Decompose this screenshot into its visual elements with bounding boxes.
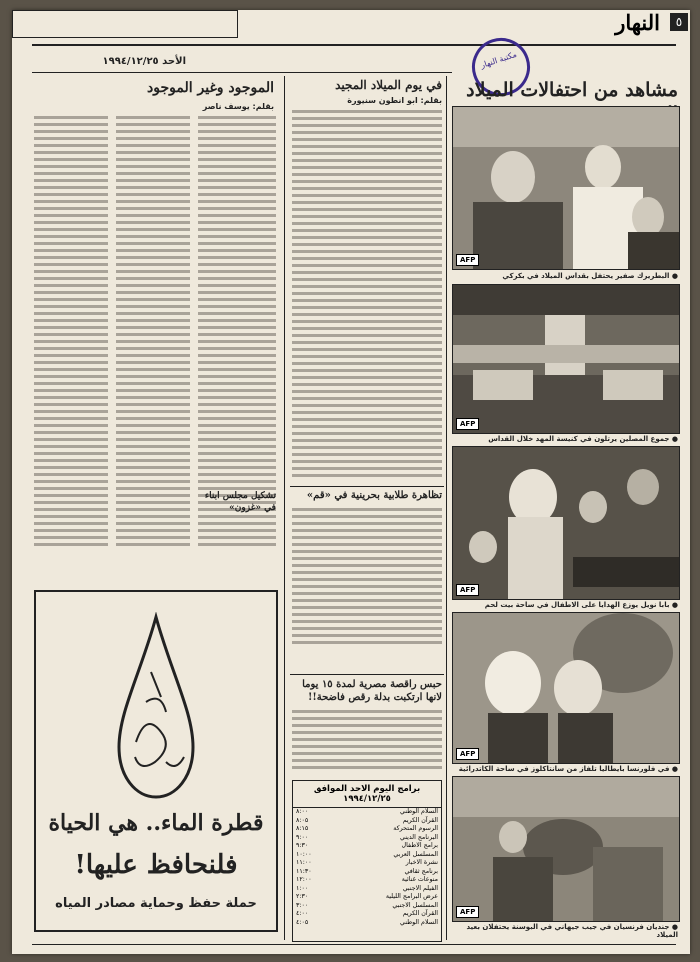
tv-schedule bbox=[292, 780, 442, 942]
program-name: نشرة الاخبار bbox=[405, 859, 438, 866]
water-drop-calligraphy-icon bbox=[111, 612, 201, 802]
program-name: السلام الوطني bbox=[399, 808, 438, 815]
tv-schedule-title: برامج اليوم الاحد الموافق ١٩٩٤/١٢/٢٥ bbox=[293, 781, 441, 808]
bahrain-article-text bbox=[292, 508, 442, 648]
program-name: المسلسل الاجنبي bbox=[392, 901, 438, 909]
program-name: منوعات غنائية bbox=[401, 876, 438, 883]
left-article-text-1 bbox=[34, 116, 108, 550]
dancer-article-text bbox=[292, 710, 442, 773]
issue-date: الأحد ١٩٩٤/١٢/٢٥ bbox=[102, 56, 186, 67]
photo5-caption: ● جنديان فرنسيان في جيب جيهاني في البوسنة يحتفلان بعيد الميلاد bbox=[466, 923, 678, 939]
afp-credit: AFP bbox=[456, 584, 479, 596]
program-time: ٢:٣٠ bbox=[296, 893, 309, 900]
program-time: ١٠:٠٠ bbox=[296, 850, 312, 858]
photo-church-crowd bbox=[452, 284, 680, 434]
top-rule bbox=[32, 44, 676, 46]
program-name: المسلسل العربي bbox=[393, 850, 438, 858]
photo-florence-santa bbox=[452, 612, 680, 764]
newspaper-logo: النهار bbox=[615, 10, 660, 35]
program-time: ١٢:٠٠ bbox=[296, 876, 312, 883]
left-article-text-2 bbox=[116, 116, 190, 550]
program-name: القرآن الكريم bbox=[402, 816, 438, 824]
middle-byline: بقلم: ابو انطون سنيورة bbox=[347, 96, 442, 105]
program-time: ٤:٠٥ bbox=[296, 918, 309, 926]
afp-credit: AFP bbox=[456, 418, 479, 430]
schedule-row bbox=[293, 919, 441, 928]
ad-slogan-1: قطرة الماء.. هي الحياة bbox=[48, 810, 264, 836]
left-headline: الموجود وغير الموجود bbox=[147, 80, 274, 96]
program-time: ٨:٠٠ bbox=[296, 808, 309, 815]
schedule-row bbox=[293, 817, 441, 826]
program-name: الفيلم الاجنبي bbox=[402, 884, 438, 892]
masthead bbox=[12, 10, 683, 38]
schedule-row bbox=[293, 902, 441, 911]
stamp-text: مكتبة النهار bbox=[479, 49, 518, 70]
program-name: الرسوم المتحركة bbox=[393, 825, 438, 832]
water-conservation-ad bbox=[34, 590, 278, 932]
photo2-image bbox=[453, 285, 679, 433]
photo4-caption: ● في فلورنسا بايطاليا تلفاز من سانتاكلوز في ساحة الكاتدرائية bbox=[458, 765, 678, 773]
schedule-row bbox=[293, 859, 441, 868]
ad-slogan-2: فلنحافظ عليها! bbox=[74, 850, 238, 880]
program-name: عرض البرامج الليلية bbox=[385, 893, 438, 900]
program-time: ١١:٣٠ bbox=[296, 867, 312, 875]
program-name: البرنامج الديني bbox=[399, 833, 438, 841]
photo-bosnia-soldiers bbox=[452, 776, 680, 922]
schedule-row bbox=[293, 885, 441, 894]
main-headline: مشاهد من احتفالات الميلاد bbox=[466, 79, 678, 101]
schedule-row bbox=[293, 876, 441, 885]
middle-article-text bbox=[292, 110, 442, 481]
program-time: ١:٠٠ bbox=[296, 884, 309, 892]
column-divider bbox=[446, 76, 447, 940]
schedule-row bbox=[293, 868, 441, 877]
schedule-row bbox=[293, 842, 441, 851]
program-name: القرآن الكريم bbox=[402, 910, 438, 917]
dancer-headline: حبس راقصة مصرية لمدة ١٥ يوما لانها ارتكبت بدلة رقص فاضحة!! bbox=[302, 679, 442, 703]
afp-credit: AFP bbox=[456, 906, 479, 918]
bottom-rule bbox=[32, 944, 676, 945]
schedule-row bbox=[293, 834, 441, 843]
afp-credit: AFP bbox=[456, 748, 479, 760]
schedule-row bbox=[293, 825, 441, 834]
afp-credit: AFP bbox=[456, 254, 479, 266]
program-time: ٨:٠٥ bbox=[296, 816, 309, 824]
program-name: السلام الوطني bbox=[399, 918, 438, 926]
photo5-image bbox=[453, 777, 679, 921]
section-rule bbox=[290, 486, 444, 487]
program-time: ٩:٠٠ bbox=[296, 833, 309, 841]
page-number: ٥ bbox=[670, 13, 688, 31]
header-rule bbox=[32, 72, 452, 73]
photo1-image bbox=[453, 107, 679, 269]
photo4-image bbox=[453, 613, 679, 763]
program-time: ٨:١٥ bbox=[296, 825, 309, 832]
program-name: برنامج ثقافي bbox=[404, 867, 438, 875]
photo-patriarch-mass bbox=[452, 106, 680, 270]
councils-headline: تشكيل مجلس ابناء في «غزون» bbox=[204, 491, 276, 513]
program-time: ٣:٠٠ bbox=[296, 901, 309, 909]
program-time: ٤:٠٠ bbox=[296, 910, 309, 917]
schedule-row bbox=[293, 910, 441, 919]
ad-campaign-name: حملة حفظ وحماية مصادر المياه bbox=[55, 896, 257, 911]
photo3-image bbox=[453, 447, 679, 599]
program-time: ١١:٠٠ bbox=[296, 859, 312, 866]
schedule-row bbox=[293, 851, 441, 860]
tv-schedule-table bbox=[293, 808, 441, 927]
bahrain-headline: تظاهرة طلابية بحرينية في «قم» bbox=[306, 490, 442, 501]
left-byline: بقلم: يوسف ناصر bbox=[202, 102, 274, 111]
section-rule bbox=[290, 674, 444, 675]
schedule-row bbox=[293, 808, 441, 817]
program-name: برامج الاطفال bbox=[401, 842, 438, 849]
photo-santa-children bbox=[452, 446, 680, 600]
program-time: ٩:٣٠ bbox=[296, 842, 309, 849]
column-divider bbox=[284, 76, 285, 940]
schedule-row bbox=[293, 893, 441, 902]
photo2-caption: ● جموع المصلين يرتلون في كنيسة المهد خلال القداس bbox=[488, 435, 678, 443]
left-article-text-3 bbox=[198, 116, 276, 550]
middle-headline: في يوم الميلاد المجيد bbox=[335, 78, 442, 92]
photo1-caption: ● البطريرك صفير يحتفل بقداس الميلاد في بكركي bbox=[502, 272, 678, 280]
photo3-caption: ● بابا نويل يوزع الهدايا على الاطفال في ساحة بيت لحم bbox=[484, 601, 678, 609]
newspaper-page bbox=[12, 10, 690, 954]
